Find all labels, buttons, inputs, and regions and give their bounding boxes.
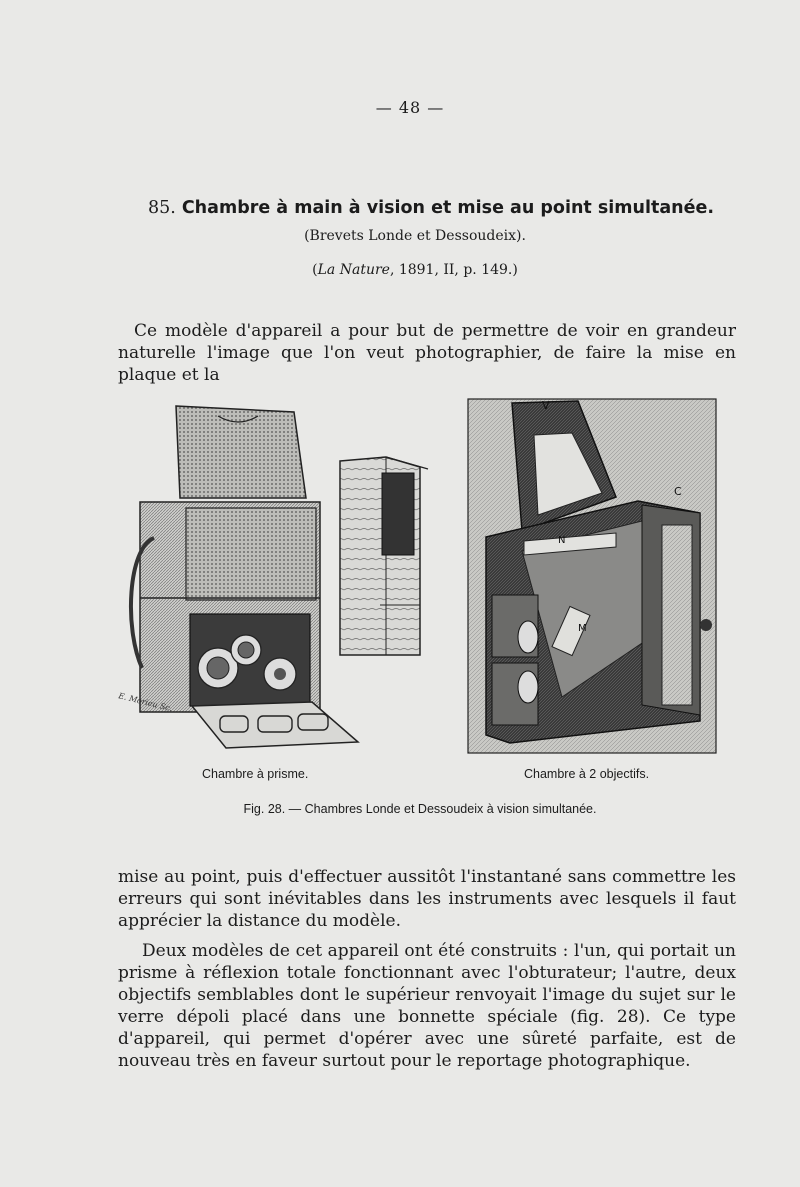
section-number: 85.	[148, 198, 176, 218]
label-m: M	[578, 623, 587, 634]
label-v: V	[542, 399, 550, 412]
reference-details: , 1891, II, p. 149.)	[389, 262, 518, 278]
left-figure-caption: Chambre à prisme.	[202, 767, 309, 781]
svg-text:E. Morieu Sc.: E. Morieu Sc.	[118, 691, 174, 714]
label-n: N	[558, 535, 566, 546]
figure-caption: Fig. 28. — Chambres Londe et Dessoudeix à vision simultanée.	[243, 802, 597, 816]
section-subtitle: (Brevets Londe et Dessoudeix).	[304, 228, 526, 244]
prism-camera-illustration	[118, 398, 366, 750]
right-figure-caption: Chambre à 2 objectifs.	[524, 767, 650, 781]
viewing-hood-illustration	[336, 455, 432, 657]
label-c: C	[674, 485, 682, 498]
paragraph-3: Deux modèles de cet appareil ont été construits : l'un, qui portait un prisme à réflexion totale fonctionnant avec l'obturateur; l'autre, deux objectifs semblables dont le supérieur renvoyait l'image du sujet sur le verre dépoli placé dans une bonnette spéciale (fig. 28). Ce type d'appareil, qui permet d'opérer avec une sûreté parfaite, est de nouveau très en faveur surtout pour le reportage photographique.	[118, 941, 736, 1071]
twin-lens-camera-illustration	[466, 395, 718, 755]
section-reference	[0, 262, 800, 278]
paragraph-2: mise au point, puis d'effectuer aussitôt l'instantané sans commettre les erreurs qui sont inévitables dans les instruments avec lesquels il faut apprécier la distance du modèle.	[118, 867, 736, 931]
paragraph-1: Ce modèle d'appareil a pour but de permettre de voir en grandeur naturelle l'image que l'on veut photographier, de faire la mise en plaque et la	[118, 321, 736, 385]
reference-paren: (	[312, 262, 318, 278]
section-heading	[148, 198, 714, 218]
section-title: Chambre à main à vision et mise au point simultanée.	[181, 198, 714, 218]
reference-source: La Nature	[317, 262, 390, 278]
page-number: — 48 —	[375, 98, 445, 117]
